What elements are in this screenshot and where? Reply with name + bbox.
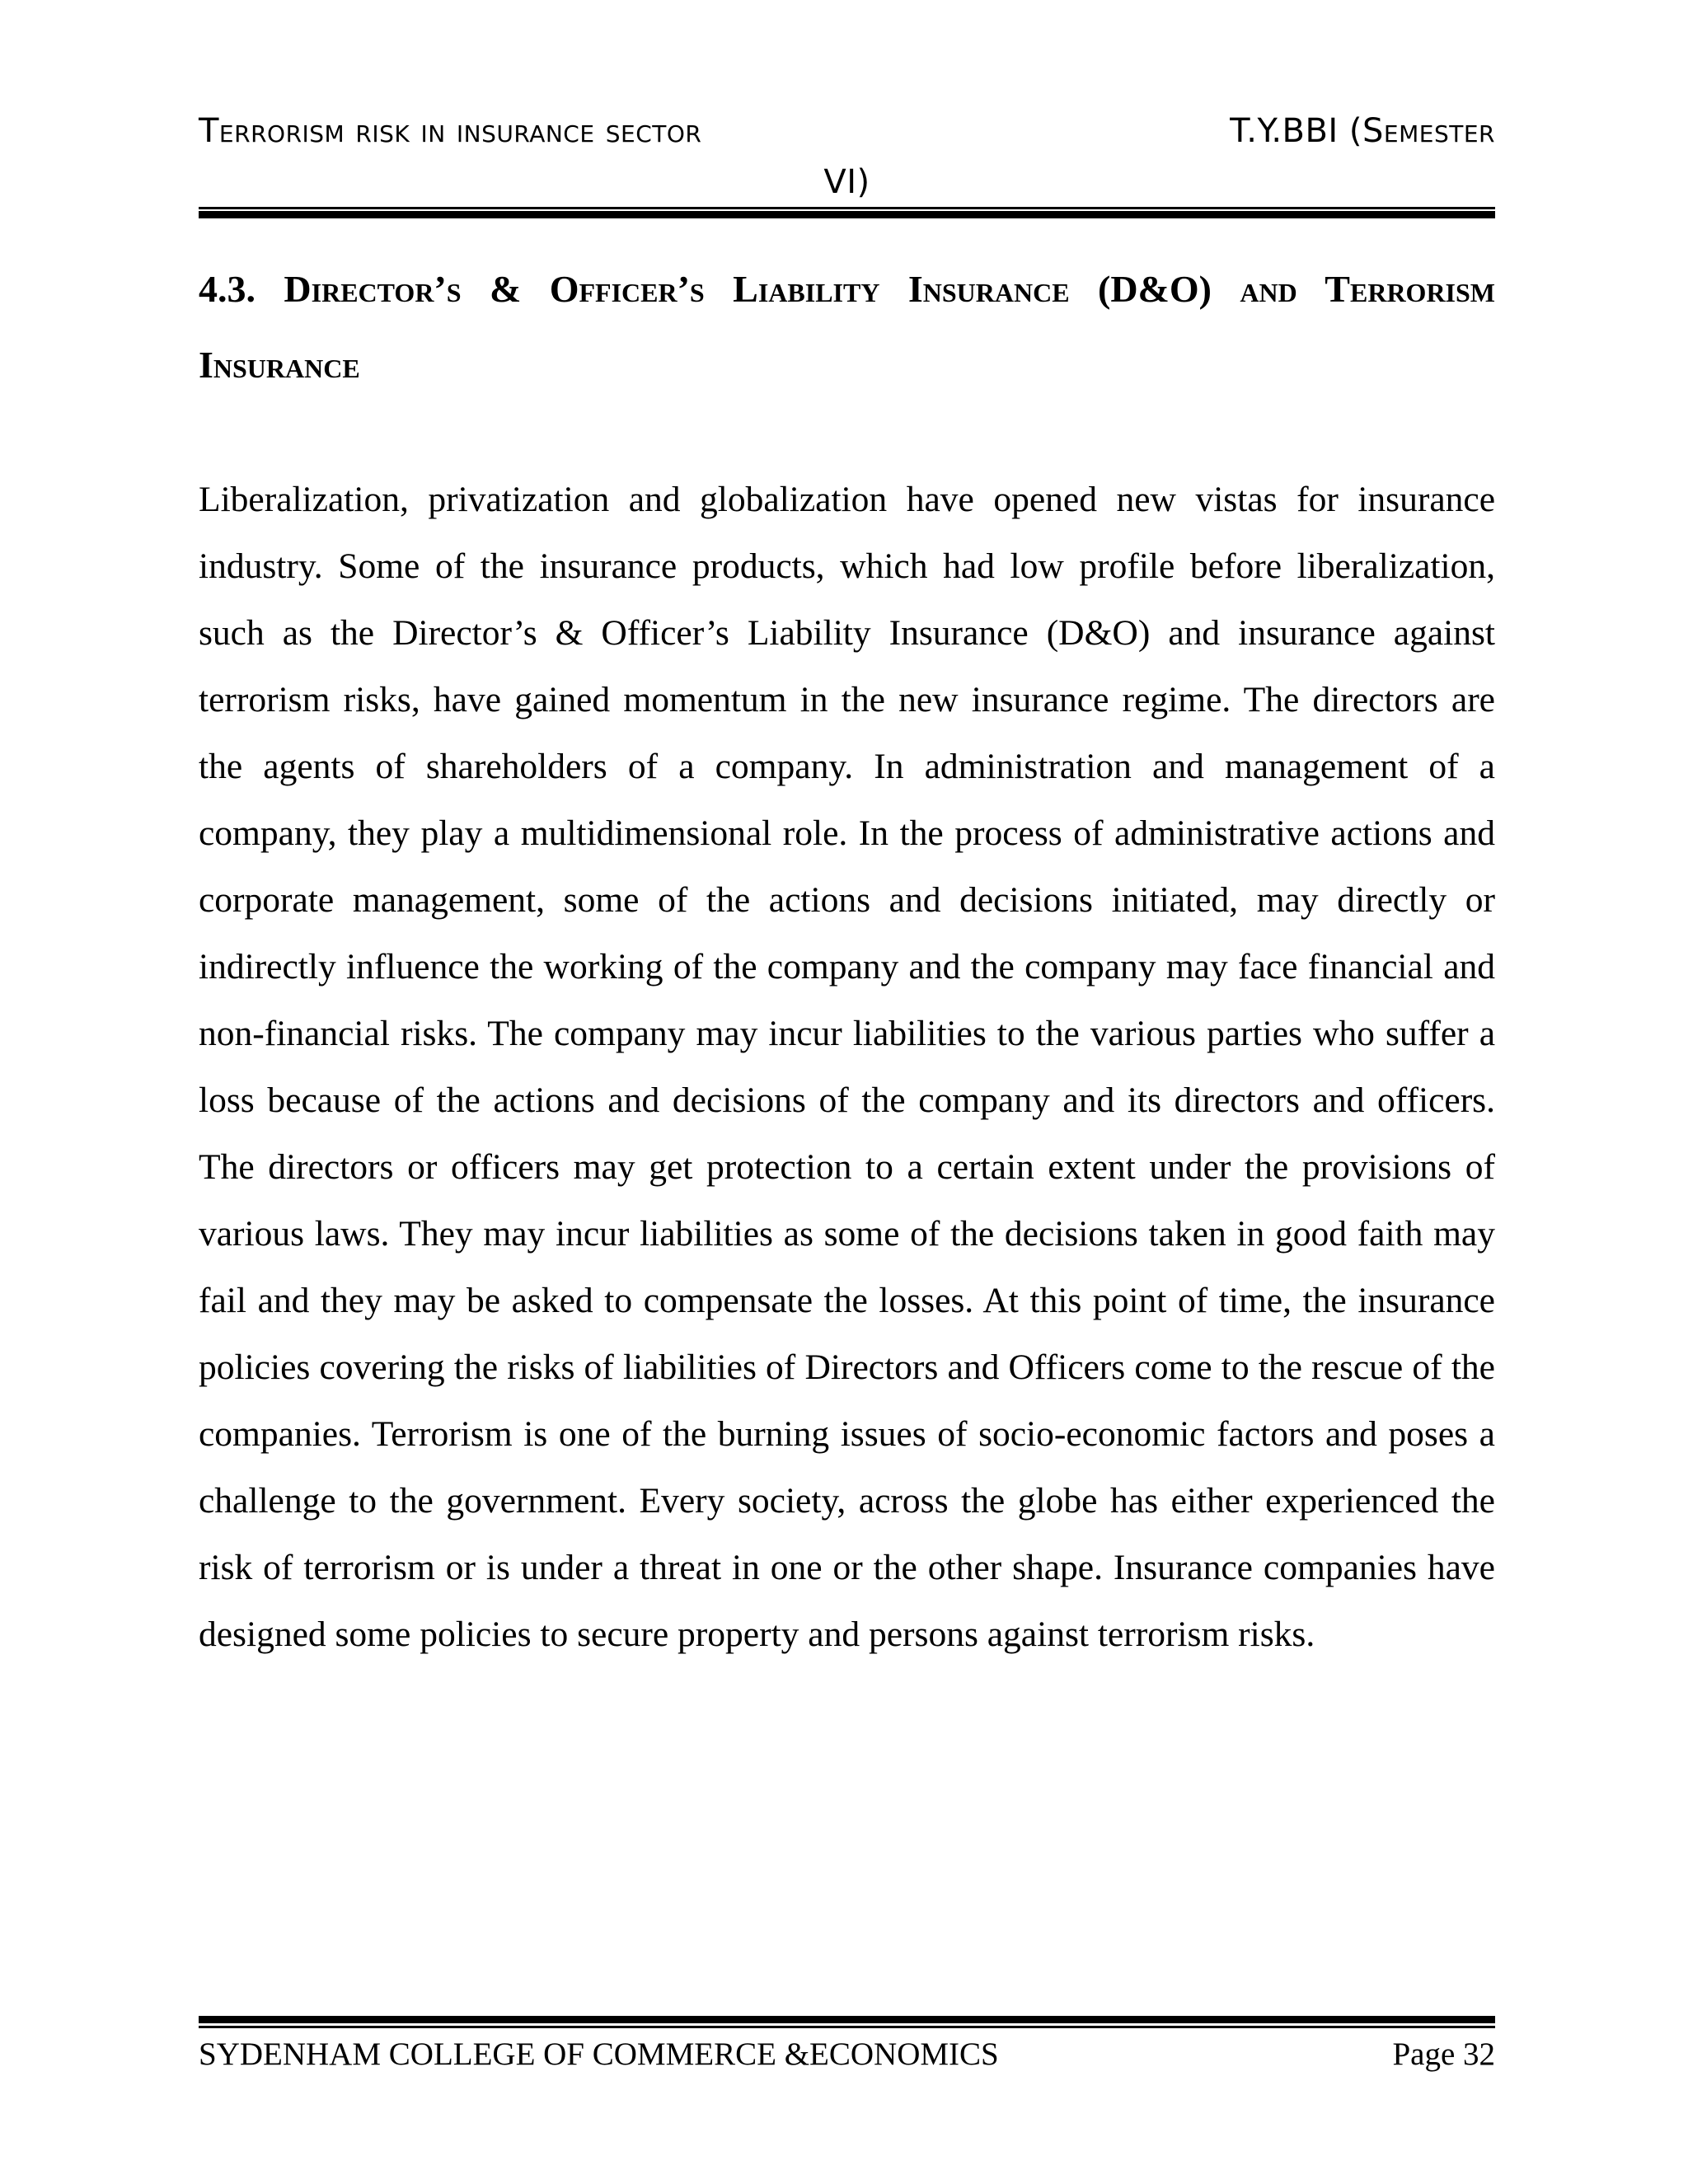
footer-rule-thick bbox=[199, 2016, 1495, 2023]
footer-rule-thin bbox=[199, 2026, 1495, 2028]
header-document-title: Terrorism risk in insurance sector bbox=[199, 112, 702, 150]
page-header bbox=[199, 105, 1495, 204]
header-rule-thick bbox=[199, 211, 1495, 218]
header-rule-thin bbox=[199, 207, 1495, 209]
body-paragraph: Liberalization, privatization and globalization have opened new vistas for insurance industry. Some of the insurance products, which had low profile before liberalization, such as the Director’s & Officer’s Liability Insurance (D&O) and insurance against terrorism risks, have gained momentum in the new insurance regime. The directors are the agents of shareholders of a company. In administration and management of a company, they play a multidimensional role. In the process of administrative actions and corporate management, some of the actions and decisions initiated, may directly or indirectly influence the working of the company and the company may face financial and non-financial risks. The company may incur liabilities to the various parties who suffer a loss because of the actions and decisions of the company and its directors and officers. The directors or officers may get protection to a certain extent under the provisions of various laws. They may incur liabilities as some of the decisions taken in good faith may fail and they may be asked to compensate the losses. At this point of time, the insurance policies covering the risks of liabilities of Directors and Officers come to the rescue of the companies. Terrorism is one of the burning issues of socio-economic factors and poses a challenge to the government. Every society, across the globe has either experienced the risk of terrorism or is under a threat in one or the other shape. Insurance companies have designed some policies to secure property and persons against terrorism risks. bbox=[199, 480, 1495, 1654]
footer-institution: SYDENHAM COLLEGE OF COMMERCE &ECONOMICS bbox=[199, 2036, 999, 2072]
header-course-label: T.Y.BBI (Semester bbox=[1230, 112, 1495, 150]
page-footer bbox=[199, 2030, 1495, 2079]
header-course-label-wrap: VI) bbox=[823, 163, 870, 201]
page-number: Page 32 bbox=[1392, 2036, 1495, 2072]
section-heading: 4.3. Director’s & Officer’s Liability Insurance (D&O) and Terrorism Insurance bbox=[199, 268, 1495, 386]
